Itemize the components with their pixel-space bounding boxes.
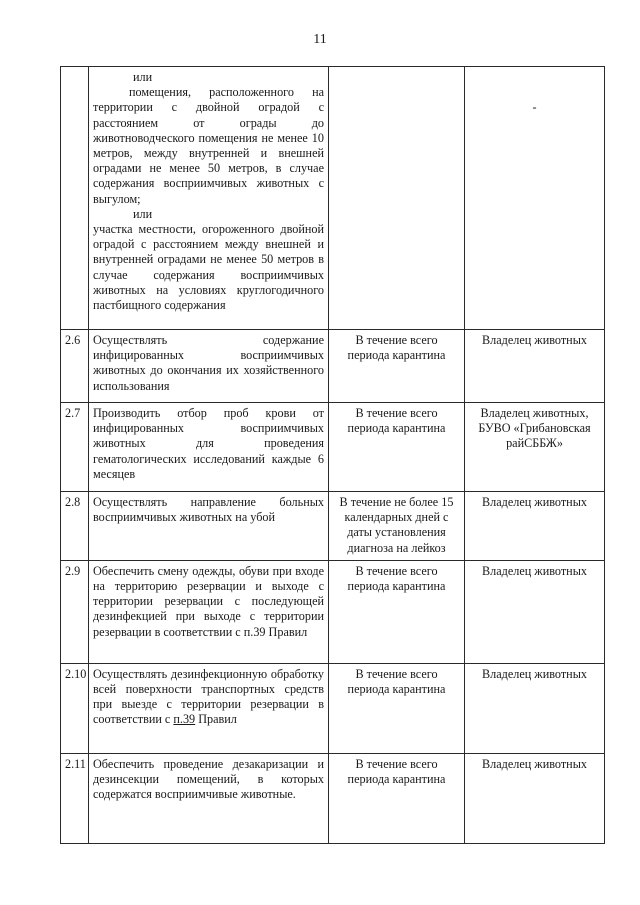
or-text: или xyxy=(133,70,153,84)
action-paragraph: помещения, расположенного на территории с двойной оградой с расстоянием от ограды до животноводческого помещения не менее 10 метров, между внутренней и внешней оградами не менее 50 метров, в случае содержания восприимчивых животных с выгулом; xyxy=(93,85,324,206)
cell-action xyxy=(89,663,329,753)
cell-responsible: Владелец животных xyxy=(465,560,605,663)
quarantine-measures-table xyxy=(60,66,605,844)
or-text: или xyxy=(133,206,153,221)
cell-responsible xyxy=(465,67,605,330)
table-row xyxy=(61,560,605,663)
cell-term: В течение всего периода карантина xyxy=(329,753,465,843)
cell-responsible: Владелец животных xyxy=(465,753,605,843)
cell-number: 2.6 xyxy=(61,330,89,403)
cell-action: Осуществлять содержание инфицированных восприимчивых животных до окончания их хозяйственного использования xyxy=(89,330,329,403)
cell-term: В течение всего периода карантина xyxy=(329,663,465,753)
table-row xyxy=(61,492,605,561)
table-row xyxy=(61,753,605,843)
cell-action: Осуществлять направление больных восприимчивых животных на убой xyxy=(89,492,329,561)
cell-responsible: Владелец животных xyxy=(465,330,605,403)
cell-term: В течение не более 15 календарных дней с даты установления диагноза на лейкоз xyxy=(329,492,465,561)
cell-responsible: Владелец животных, БУВО «Грибановская райСББЖ» xyxy=(465,403,605,492)
cell-term: В течение всего периода карантина xyxy=(329,560,465,663)
cell-action xyxy=(89,67,329,330)
cell-term: В течение всего периода карантина xyxy=(329,403,465,492)
action-paragraph: участка местности, огороженного двойной оградой с расстоянием между внешней и внутренней оградами не менее 50 метров в случае содержания восприимчивых животных на условиях круглогодичного пастбищного содержания xyxy=(93,222,324,313)
cell-action: Обеспечить смену одежды, обуви при входе на территорию резервации и выходе с территории резервации с последующей дезинфекцией при выходе с территории резервации в соответствии с п.39 Правил xyxy=(89,560,329,663)
cell-responsible: Владелец животных xyxy=(465,663,605,753)
cell-number: 2.7 xyxy=(61,403,89,492)
cell-number xyxy=(61,67,89,330)
action-text: Осуществлять дезинфекционную обработку всей поверхности транспортных средств при выезде с территории резервации в соответствии с xyxy=(93,666,324,727)
cell-term xyxy=(329,67,465,330)
cell-action: Обеспечить проведение дезакаризации и дезинсекции помещений, в которых содержатся восприимчивые животные. xyxy=(89,753,329,843)
rule-reference: п.39 xyxy=(173,712,196,727)
page-number: 11 xyxy=(313,32,327,47)
table-row xyxy=(61,403,605,492)
dash-mark: - xyxy=(532,100,537,114)
table-row xyxy=(61,663,605,753)
cell-responsible: Владелец животных xyxy=(465,492,605,561)
action-text-tail: Правил xyxy=(195,712,237,727)
table-row-continued xyxy=(61,67,605,330)
cell-number: 2.8 xyxy=(61,492,89,561)
table-row xyxy=(61,330,605,403)
cell-number: 2.11 xyxy=(61,753,89,843)
cell-number: 2.9 xyxy=(61,560,89,663)
cell-action: Производить отбор проб крови от инфицированных восприимчивых животных для проведения гематологических исследований каждые 6 месяцев xyxy=(89,403,329,492)
cell-term: В течение всего периода карантина xyxy=(329,330,465,403)
cell-number: 2.10 xyxy=(61,663,89,753)
